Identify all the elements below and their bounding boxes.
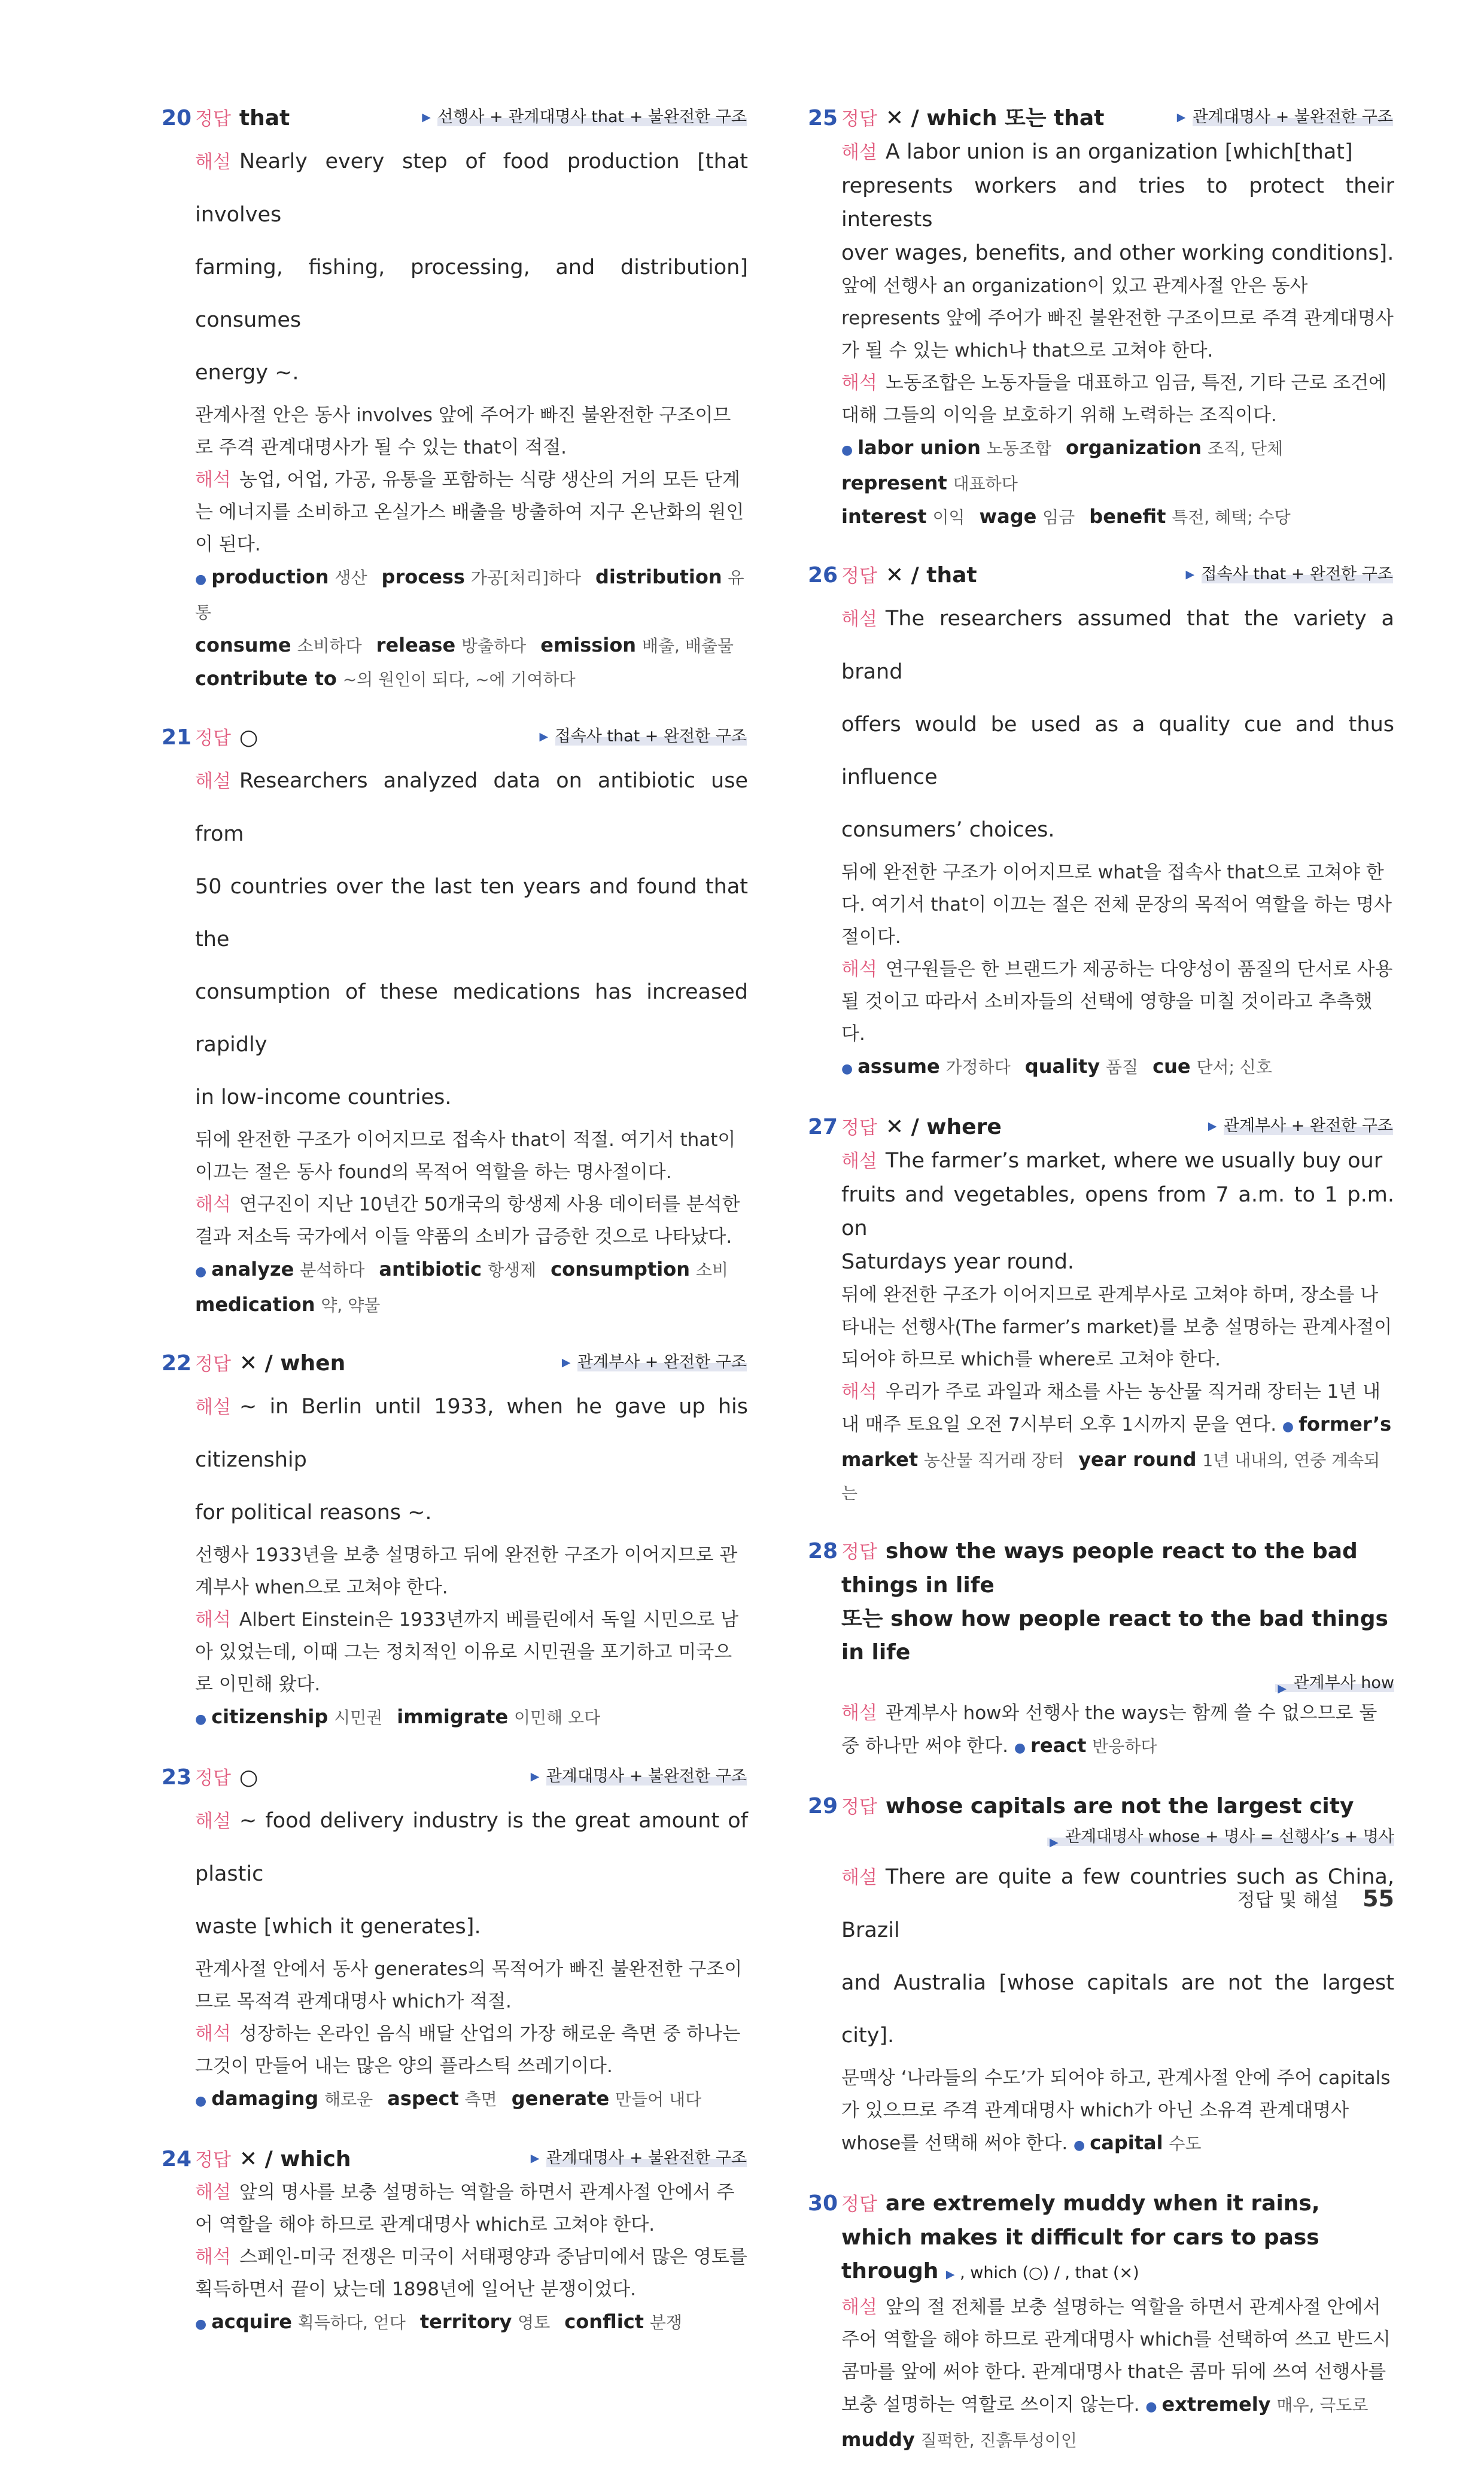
answer-entry-30 xyxy=(808,2187,1394,2457)
vocab-meaning: 수도 xyxy=(1169,2134,1202,2154)
grammar-tag-text: 관계부사 + 완전한 구조 xyxy=(1223,1117,1393,1135)
grammar-tag xyxy=(1184,562,1394,586)
vocab-word: generate xyxy=(511,2087,610,2110)
grammar-tag-text: ▶ 관계대명사 whose + 명사 = 선행사’s + 명사 xyxy=(1047,1827,1394,1846)
answer-entry-28 xyxy=(808,1535,1394,1765)
vocabulary-list xyxy=(195,2305,748,2341)
vocab-meaning: 이민해 오다 xyxy=(514,1708,601,1727)
page-footer xyxy=(1237,1885,1394,1912)
vocab-meaning: 매우, 극도로 xyxy=(1276,2395,1369,2415)
vocab-meaning: 방출하다 xyxy=(461,636,527,656)
vocab-meaning: 조직, 단체 xyxy=(1208,439,1284,458)
page-number: 55 xyxy=(1363,1885,1394,1912)
grammar-tag xyxy=(419,105,748,129)
explanation-korean xyxy=(841,1697,1394,1765)
vocab-word: labor union xyxy=(857,436,981,459)
explanation-korean xyxy=(841,2291,1394,2457)
vocabulary-list xyxy=(195,1701,748,1736)
answer-label: 정답 xyxy=(841,1117,877,1139)
vocab-word: release xyxy=(376,634,456,656)
explanation-label: 해설 xyxy=(841,1867,877,1888)
sentence-line: offers would be used as a quality cue and thus influence xyxy=(841,713,1394,789)
bullet-icon: ● xyxy=(195,1264,207,1279)
vocab-word: benefit xyxy=(1089,505,1166,528)
vocab-word: aspect xyxy=(387,2087,459,2110)
translation xyxy=(195,1604,748,1701)
explanation-label: 해설 xyxy=(841,1151,877,1172)
vocab-word: extremely xyxy=(1161,2393,1271,2416)
explanation-korean: 선행사 1933년을 보충 설명하고 뒤에 완전한 구조가 이어지므로 관계부사 when으로 고쳐야 한다. xyxy=(195,1544,738,1598)
translation-text: 농업, 어업, 가공, 유통을 포함하는 식량 생산의 거의 모든 단계는 에너지를 소비하고 온실가스 배출을 방출하여 지구 온난화의 원인이 된다. xyxy=(195,469,744,555)
grammar-tag xyxy=(528,1765,748,1788)
vocab-word: territory xyxy=(419,2310,512,2333)
answer-entry-22 xyxy=(162,1347,748,1736)
vocabulary-list xyxy=(841,431,1394,534)
explanation-label: 해설 xyxy=(841,2297,877,2318)
grammar-tag xyxy=(559,1350,748,1374)
sentence-line: Nearly every step of food production [that involves xyxy=(195,150,748,227)
vocab-word: damaging xyxy=(211,2087,319,2110)
grammar-tag xyxy=(1206,1114,1394,1138)
vocab-word: react xyxy=(1030,1734,1087,1757)
sentence-line: over wages, benefits, and other working conditions]. xyxy=(841,241,1394,265)
vocab-meaning: 질퍽한, 진흙투성이인 xyxy=(920,2431,1077,2450)
vocab-word: emission xyxy=(540,634,637,656)
answer-label: 정답 xyxy=(841,565,877,587)
vocabulary-list xyxy=(1074,2133,1215,2154)
bullet-icon: ● xyxy=(841,443,853,458)
translation-label: 해석 xyxy=(841,372,877,394)
vocab-meaning: ~의 원인이 되다, ~에 기여하다 xyxy=(342,670,576,689)
sentence-line: for political reasons ~. xyxy=(195,1501,432,1525)
explanation-label: 해설 xyxy=(195,151,231,173)
grammar-tag-text: 관계부사 + 완전한 구조 xyxy=(577,1353,747,1371)
answer-label: 정답 xyxy=(195,728,231,749)
vocab-meaning: 배출, 배출물 xyxy=(641,636,734,656)
grammar-tag-text: ▶ 관계부사 how xyxy=(1275,1674,1394,1692)
translation-label: 해석 xyxy=(841,959,877,980)
grammar-tag-text: 관계대명사 + 불완전한 구조 xyxy=(546,1767,747,1786)
translation-label: 해석 xyxy=(195,1609,231,1631)
footer-section-label: 정답 및 해설 xyxy=(1237,1890,1339,1911)
vocab-word: antibiotic xyxy=(379,1258,482,1280)
sentence-line: A labor union is an organization [which[that] xyxy=(885,140,1353,164)
vocab-meaning: 대표하다 xyxy=(953,474,1018,494)
vocab-word: muddy xyxy=(841,2428,915,2451)
sentence-line: Saturdays year round. xyxy=(841,1250,1075,1274)
explanation-english xyxy=(841,1851,1394,2062)
sentence-line: energy ~. xyxy=(195,361,299,385)
explanation-korean xyxy=(841,2062,1394,2162)
answer-label: 정답 xyxy=(195,2149,231,2171)
grammar-tag-text: 접속사 that + 완전한 구조 xyxy=(1201,565,1393,583)
answer-label: 정답 xyxy=(195,108,231,130)
vocab-word: interest xyxy=(841,505,927,528)
question-number: 22 xyxy=(162,1351,192,1376)
explanation-english xyxy=(195,135,748,399)
translation xyxy=(841,953,1394,1050)
vocab-word: medication xyxy=(195,1293,315,1316)
vocabulary-list xyxy=(1014,1735,1172,1757)
entry-header xyxy=(808,102,1394,135)
vocab-word: analyze xyxy=(211,1258,294,1280)
vocab-word: conflict xyxy=(564,2310,644,2333)
translation-label: 해석 xyxy=(841,1381,877,1403)
explanation-label: 해설 xyxy=(841,1702,877,1724)
vocab-meaning: 영토 xyxy=(518,2313,551,2332)
vocab-meaning: 단서; 신호 xyxy=(1196,1057,1272,1077)
translation-text: 연구원들은 한 브랜드가 제공하는 다양성이 품질의 단서로 사용될 것이고 따라서 소비자들의 선택에 영향을 미칠 것이라고 추측했다. xyxy=(841,959,1393,1045)
entry-header xyxy=(808,1535,1394,1669)
translation-label: 해석 xyxy=(195,1194,231,1215)
grammar-tag xyxy=(946,2264,1139,2282)
answer-text: ✕ / that xyxy=(885,563,977,588)
sentence-line: waste [which it generates]. xyxy=(195,1915,481,1939)
answer-text: ○ xyxy=(239,725,259,750)
grammar-tag-text: , which (○) / , that (×) xyxy=(960,2264,1139,2282)
sentence-line: Researchers analyzed data on antibiotic use from xyxy=(195,769,748,846)
explanation-korean: 뒤에 완전한 구조가 이어지므로 접속사 that이 적절. 여기서 that이 이끄는 절은 동사 found의 목적어 역할을 하는 명사절이다. xyxy=(195,1129,736,1183)
vocab-meaning: 해로운 xyxy=(324,2089,373,2109)
vocabulary-list xyxy=(195,2082,748,2118)
translation xyxy=(195,464,748,561)
translation xyxy=(195,2018,748,2082)
vocab-meaning: 특전, 혜택; 수당 xyxy=(1172,507,1291,527)
vocab-meaning: 항생제 xyxy=(487,1260,537,1280)
vocab-meaning: 약, 약물 xyxy=(321,1295,381,1315)
vocab-word: acquire xyxy=(211,2310,292,2333)
translation-text: 노동조합은 노동자들을 대표하고 임금, 특전, 기타 근로 조건에 대해 그들의 이익을 보호하기 위해 노력하는 조직이다. xyxy=(841,372,1387,426)
explanation-label: 해설 xyxy=(195,1397,231,1418)
answer-text: are extremely muddy when it rains, which makes it difficult for cars to pass through xyxy=(841,2191,1320,2283)
answer-entry-27 xyxy=(808,1111,1394,1510)
explanation-label: 해설 xyxy=(195,2182,231,2203)
translation-text: 스페인-미국 전쟁은 미국이 서태평양과 중남미에서 많은 영토를 획득하면서 끝이 났는데 1898년에 일어난 분쟁이었다. xyxy=(195,2246,747,2300)
sentence-line: and Australia [whose capitals are not the largest city]. xyxy=(841,1971,1394,2048)
explanation-label: 해설 xyxy=(841,142,877,163)
answer-entry-25 xyxy=(808,102,1394,534)
entry-header xyxy=(162,2143,748,2176)
question-number: 25 xyxy=(808,106,838,130)
vocab-meaning: 유통 xyxy=(195,568,744,622)
bullet-icon: ● xyxy=(1282,1419,1294,1434)
vocab-word: process xyxy=(381,565,465,588)
grammar-tag-text: 선행사 + 관계대명사 that + 불완전한 구조 xyxy=(437,108,747,126)
bullet-icon: ● xyxy=(1145,2399,1157,2414)
answer-alt-text: 또는 show how people react to the bad things in life xyxy=(841,1607,1388,1665)
answer-label: 정답 xyxy=(195,1353,231,1375)
explanation-text: 앞의 절 전체를 보충 설명하는 역할을 하면서 관계사절 안에서 주어 역할을 해야 하므로 관계대명사 which를 선택하여 쓰고 반드시 콤마를 앞에 써야 한다. 관계대명사 that은 콤마 뒤에 쓰여 선행사를 보충 설명하는 역할로 쓰이지 않는다. xyxy=(841,2297,1391,2416)
sentence-line: 50 countries over the last ten years and found that the xyxy=(195,875,748,951)
vocab-word: consume xyxy=(195,634,291,656)
vocab-word: quality xyxy=(1024,1055,1100,1078)
grammar-tag xyxy=(537,725,748,749)
grammar-tag-text: 접속사 that + 완전한 구조 xyxy=(555,727,747,746)
explanation-label: 해설 xyxy=(841,609,877,630)
vocab-word: year round xyxy=(1078,1448,1197,1471)
grammar-tag xyxy=(528,2146,748,2170)
translation xyxy=(841,367,1394,431)
question-number: 23 xyxy=(162,1765,192,1790)
translation xyxy=(841,1376,1394,1510)
sentence-line: farming, fishing, processing, and distribution] consumes xyxy=(195,256,748,332)
bullet-icon: ● xyxy=(195,572,207,587)
translation-text: 성장하는 온라인 음식 배달 산업의 가장 해로운 측면 중 하나는 그것이 만들어 내는 많은 양의 플라스틱 쓰레기이다. xyxy=(195,2023,741,2077)
vocabulary-list xyxy=(195,561,748,696)
question-number: 21 xyxy=(162,725,192,750)
answer-text: show the ways people react to the bad things in life xyxy=(841,1539,1358,1598)
answer-text: ✕ / which xyxy=(239,2147,351,2171)
answer-entry-29 xyxy=(808,1790,1394,2162)
translation xyxy=(195,1188,748,1253)
vocab-meaning: 농산물 직거래 장터 xyxy=(924,1450,1065,1470)
arrow-icon: ▶ xyxy=(945,2268,955,2281)
vocab-meaning: 노동조합 xyxy=(986,439,1051,458)
vocab-word: contribute to xyxy=(195,667,337,690)
answer-text: ○ xyxy=(239,1765,259,1790)
translation-text: Albert Einstein은 1933년까지 베를린에서 독일 시민으로 남아 있었는데, 이때 그는 정치적인 이유로 시민권을 포기하고 미국으로 이민해 왔다. xyxy=(195,1609,739,1695)
explanation-english xyxy=(195,1380,748,1539)
vocab-meaning: 이익 xyxy=(932,507,965,527)
explanation-korean: 앞에 선행사 an organization이 있고 관계사절 안은 동사 represents 앞에 주어가 빠진 불완전한 구조이므로 주격 관계대명사가 될 수 있는 which나 that으로 고쳐야 한다. xyxy=(841,275,1394,361)
bullet-icon: ● xyxy=(1014,1741,1026,1756)
answer-text: whose capitals are not the largest city xyxy=(885,1794,1354,1818)
bullet-icon: ● xyxy=(195,2317,207,2332)
entry-header xyxy=(808,559,1394,592)
answer-text: ✕ / when xyxy=(239,1351,346,1376)
answer-entry-24 xyxy=(162,2143,748,2341)
answer-label: 정답 xyxy=(841,1541,877,1563)
grammar-tag xyxy=(841,1669,1394,1697)
vocab-word: capital xyxy=(1090,2131,1163,2154)
vocab-meaning: 임금 xyxy=(1042,507,1075,527)
translation-label: 해석 xyxy=(195,2023,231,2045)
explanation-text: 앞의 명사를 보충 설명하는 역할을 하면서 관계사절 안에서 주어 역할을 해야 하므로 관계대명사 which로 고쳐야 한다. xyxy=(195,2182,735,2235)
bullet-icon: ● xyxy=(195,2094,207,2109)
vocab-meaning: 가공[처리]하다 xyxy=(470,568,581,588)
sentence-line: consumption of these medications has increased rapidly xyxy=(195,980,748,1057)
explanation-korean: 뒤에 완전한 구조가 이어지므로 관계부사로 고쳐야 하며, 장소를 나타내는 선행사(The farmer’s market)를 보충 설명하는 관계사절이 되어야 하므로 which를 where로 고쳐야 한다. xyxy=(841,1284,1392,1370)
bullet-icon: ● xyxy=(841,1061,853,1076)
entry-header xyxy=(808,2187,1394,2291)
question-number: 24 xyxy=(162,2147,192,2171)
explanation-label: 해설 xyxy=(195,1811,231,1832)
left-column xyxy=(162,102,748,2366)
answer-text: ✕ / where xyxy=(885,1115,1002,1139)
vocab-word: consumption xyxy=(551,1258,690,1280)
question-number: 28 xyxy=(808,1539,838,1564)
vocab-word: citizenship xyxy=(211,1705,329,1728)
question-number: 30 xyxy=(808,2191,838,2216)
answer-label: 정답 xyxy=(841,2194,877,2215)
vocab-word: organization xyxy=(1065,436,1202,459)
explanation-korean: 관계사절 안은 동사 involves 앞에 주어가 빠진 불완전한 구조이므로 주격 관계대명사가 될 수 있는 that이 적절. xyxy=(195,404,731,458)
sentence-line: in low-income countries. xyxy=(195,1085,452,1109)
vocab-meaning: 반응하다 xyxy=(1092,1736,1157,1756)
sentence-line: There are quite a few countries such as China, Brazil xyxy=(841,1865,1394,1942)
entry-header xyxy=(162,102,748,135)
vocab-meaning: 분석하다 xyxy=(300,1260,365,1280)
answer-entry-21 xyxy=(162,721,748,1322)
translation xyxy=(195,2241,748,2305)
question-number: 29 xyxy=(808,1794,838,1818)
explanation-english xyxy=(195,1794,748,1953)
vocab-word: distribution xyxy=(595,565,722,588)
sentence-line: represents workers and tries to protect their interests xyxy=(841,174,1394,232)
explanation-english xyxy=(841,1144,1394,1279)
bullet-icon: ● xyxy=(1074,2138,1085,2153)
vocab-meaning: 품질 xyxy=(1106,1057,1139,1077)
translation-label: 해석 xyxy=(195,469,231,491)
explanation-english xyxy=(841,135,1394,270)
sentence-line: fruits and vegetables, opens from 7 a.m. to 1 p.m. on xyxy=(841,1183,1394,1240)
sentence-line: The researchers assumed that the variety a brand xyxy=(841,607,1394,684)
explanation-english xyxy=(195,755,748,1124)
translation-text: 연구진이 지난 10년간 50개국의 항생제 사용 데이터를 분석한 결과 저소득 국가에서 이들 약품의 소비가 급증한 것으로 나타났다. xyxy=(195,1194,740,1248)
answer-label: 정답 xyxy=(195,1768,231,1789)
explanation-korean: 뒤에 완전한 구조가 이어지므로 what을 접속사 that으로 고쳐야 한다. 여기서 that이 이끄는 절은 전체 문장의 목적어 역할을 하는 명사절이다. xyxy=(841,862,1392,948)
explanation-label: 해설 xyxy=(195,771,231,792)
vocab-word: former’s market xyxy=(841,1413,1392,1471)
vocab-word: wage xyxy=(979,505,1037,528)
explanation-english xyxy=(841,592,1394,856)
question-number: 27 xyxy=(808,1115,838,1139)
answer-text: that xyxy=(239,106,290,130)
answer-label: 정답 xyxy=(841,1796,877,1818)
vocab-word: assume xyxy=(857,1055,940,1078)
answer-entry-23 xyxy=(162,1761,748,2118)
vocab-meaning: 분쟁 xyxy=(649,2313,682,2332)
right-column xyxy=(808,102,1394,2482)
entry-header xyxy=(162,721,748,755)
sentence-line: The farmer’s market, where we usually buy our xyxy=(885,1149,1383,1173)
explanation-text: 관계부사 how와 선행사 the ways는 함께 쓸 수 없으므로 둘 중 하나만 써야 한다. xyxy=(841,1702,1377,1757)
entry-header xyxy=(162,1761,748,1794)
vocab-meaning: 측면 xyxy=(464,2089,497,2109)
vocab-meaning: 1년 내내의, 연중 계속되는 xyxy=(841,1450,1380,1503)
explanation-korean xyxy=(195,2176,748,2241)
vocabulary-list xyxy=(195,1253,748,1322)
translation-label: 해석 xyxy=(195,2246,231,2268)
explanation-korean: 관계사절 안에서 동사 generates의 목적어가 빠진 불완전한 구조이므로 목적격 관계대명사 which가 적절. xyxy=(195,1958,743,2012)
answer-entry-26 xyxy=(808,559,1394,1085)
vocab-meaning: 생산 xyxy=(334,568,367,588)
entry-header xyxy=(162,1347,748,1380)
vocab-word: immigrate xyxy=(397,1705,509,1728)
entry-header xyxy=(808,1790,1394,1823)
explanation-text: 문맥상 ‘나라들의 수도’가 되어야 하고, 관계사절 안에 주어 capitals가 있으므로 주격 관계대명사 which가 아닌 소유격 관계대명사 whose를 선택해 써야 한다. xyxy=(841,2067,1391,2154)
grammar-tag xyxy=(841,1823,1394,1851)
vocab-meaning: 가정하다 xyxy=(945,1057,1011,1077)
answer-entry-20 xyxy=(162,102,748,696)
vocab-meaning: 소비하다 xyxy=(297,636,362,656)
vocab-meaning: 소비 xyxy=(695,1260,728,1280)
vocab-word: cue xyxy=(1152,1055,1191,1078)
vocab-meaning: 만들어 내다 xyxy=(615,2089,702,2109)
vocabulary-list xyxy=(841,1050,1394,1085)
sentence-line: ~ food delivery industry is the great amount of plastic xyxy=(195,1809,748,1886)
vocab-meaning: 획득하다, 얻다 xyxy=(297,2313,406,2332)
answer-label: 정답 xyxy=(841,108,877,130)
answer-text: ✕ / which 또는 that xyxy=(885,106,1105,130)
entry-header xyxy=(808,1111,1394,1144)
question-number: 26 xyxy=(808,563,838,588)
vocab-word: represent xyxy=(841,472,947,494)
grammar-tag xyxy=(1175,105,1394,129)
vocab-meaning: 시민권 xyxy=(334,1708,383,1727)
grammar-tag-text: 관계대명사 + 불완전한 구조 xyxy=(546,2149,747,2167)
vocab-word: production xyxy=(211,565,329,588)
translation-text: 우리가 주로 과일과 채소를 사는 농산물 직거래 장터는 1년 내내 매주 토요일 오전 7시부터 오후 1시까지 문을 연다. xyxy=(841,1381,1381,1435)
question-number: 20 xyxy=(162,106,192,130)
grammar-tag-text: 관계대명사 + 불완전한 구조 xyxy=(1192,108,1393,126)
sentence-line: ~ in Berlin until 1933, when he gave up his citizenship xyxy=(195,1395,748,1472)
sentence-line: consumers’ choices. xyxy=(841,818,1055,842)
bullet-icon: ● xyxy=(195,1712,207,1727)
